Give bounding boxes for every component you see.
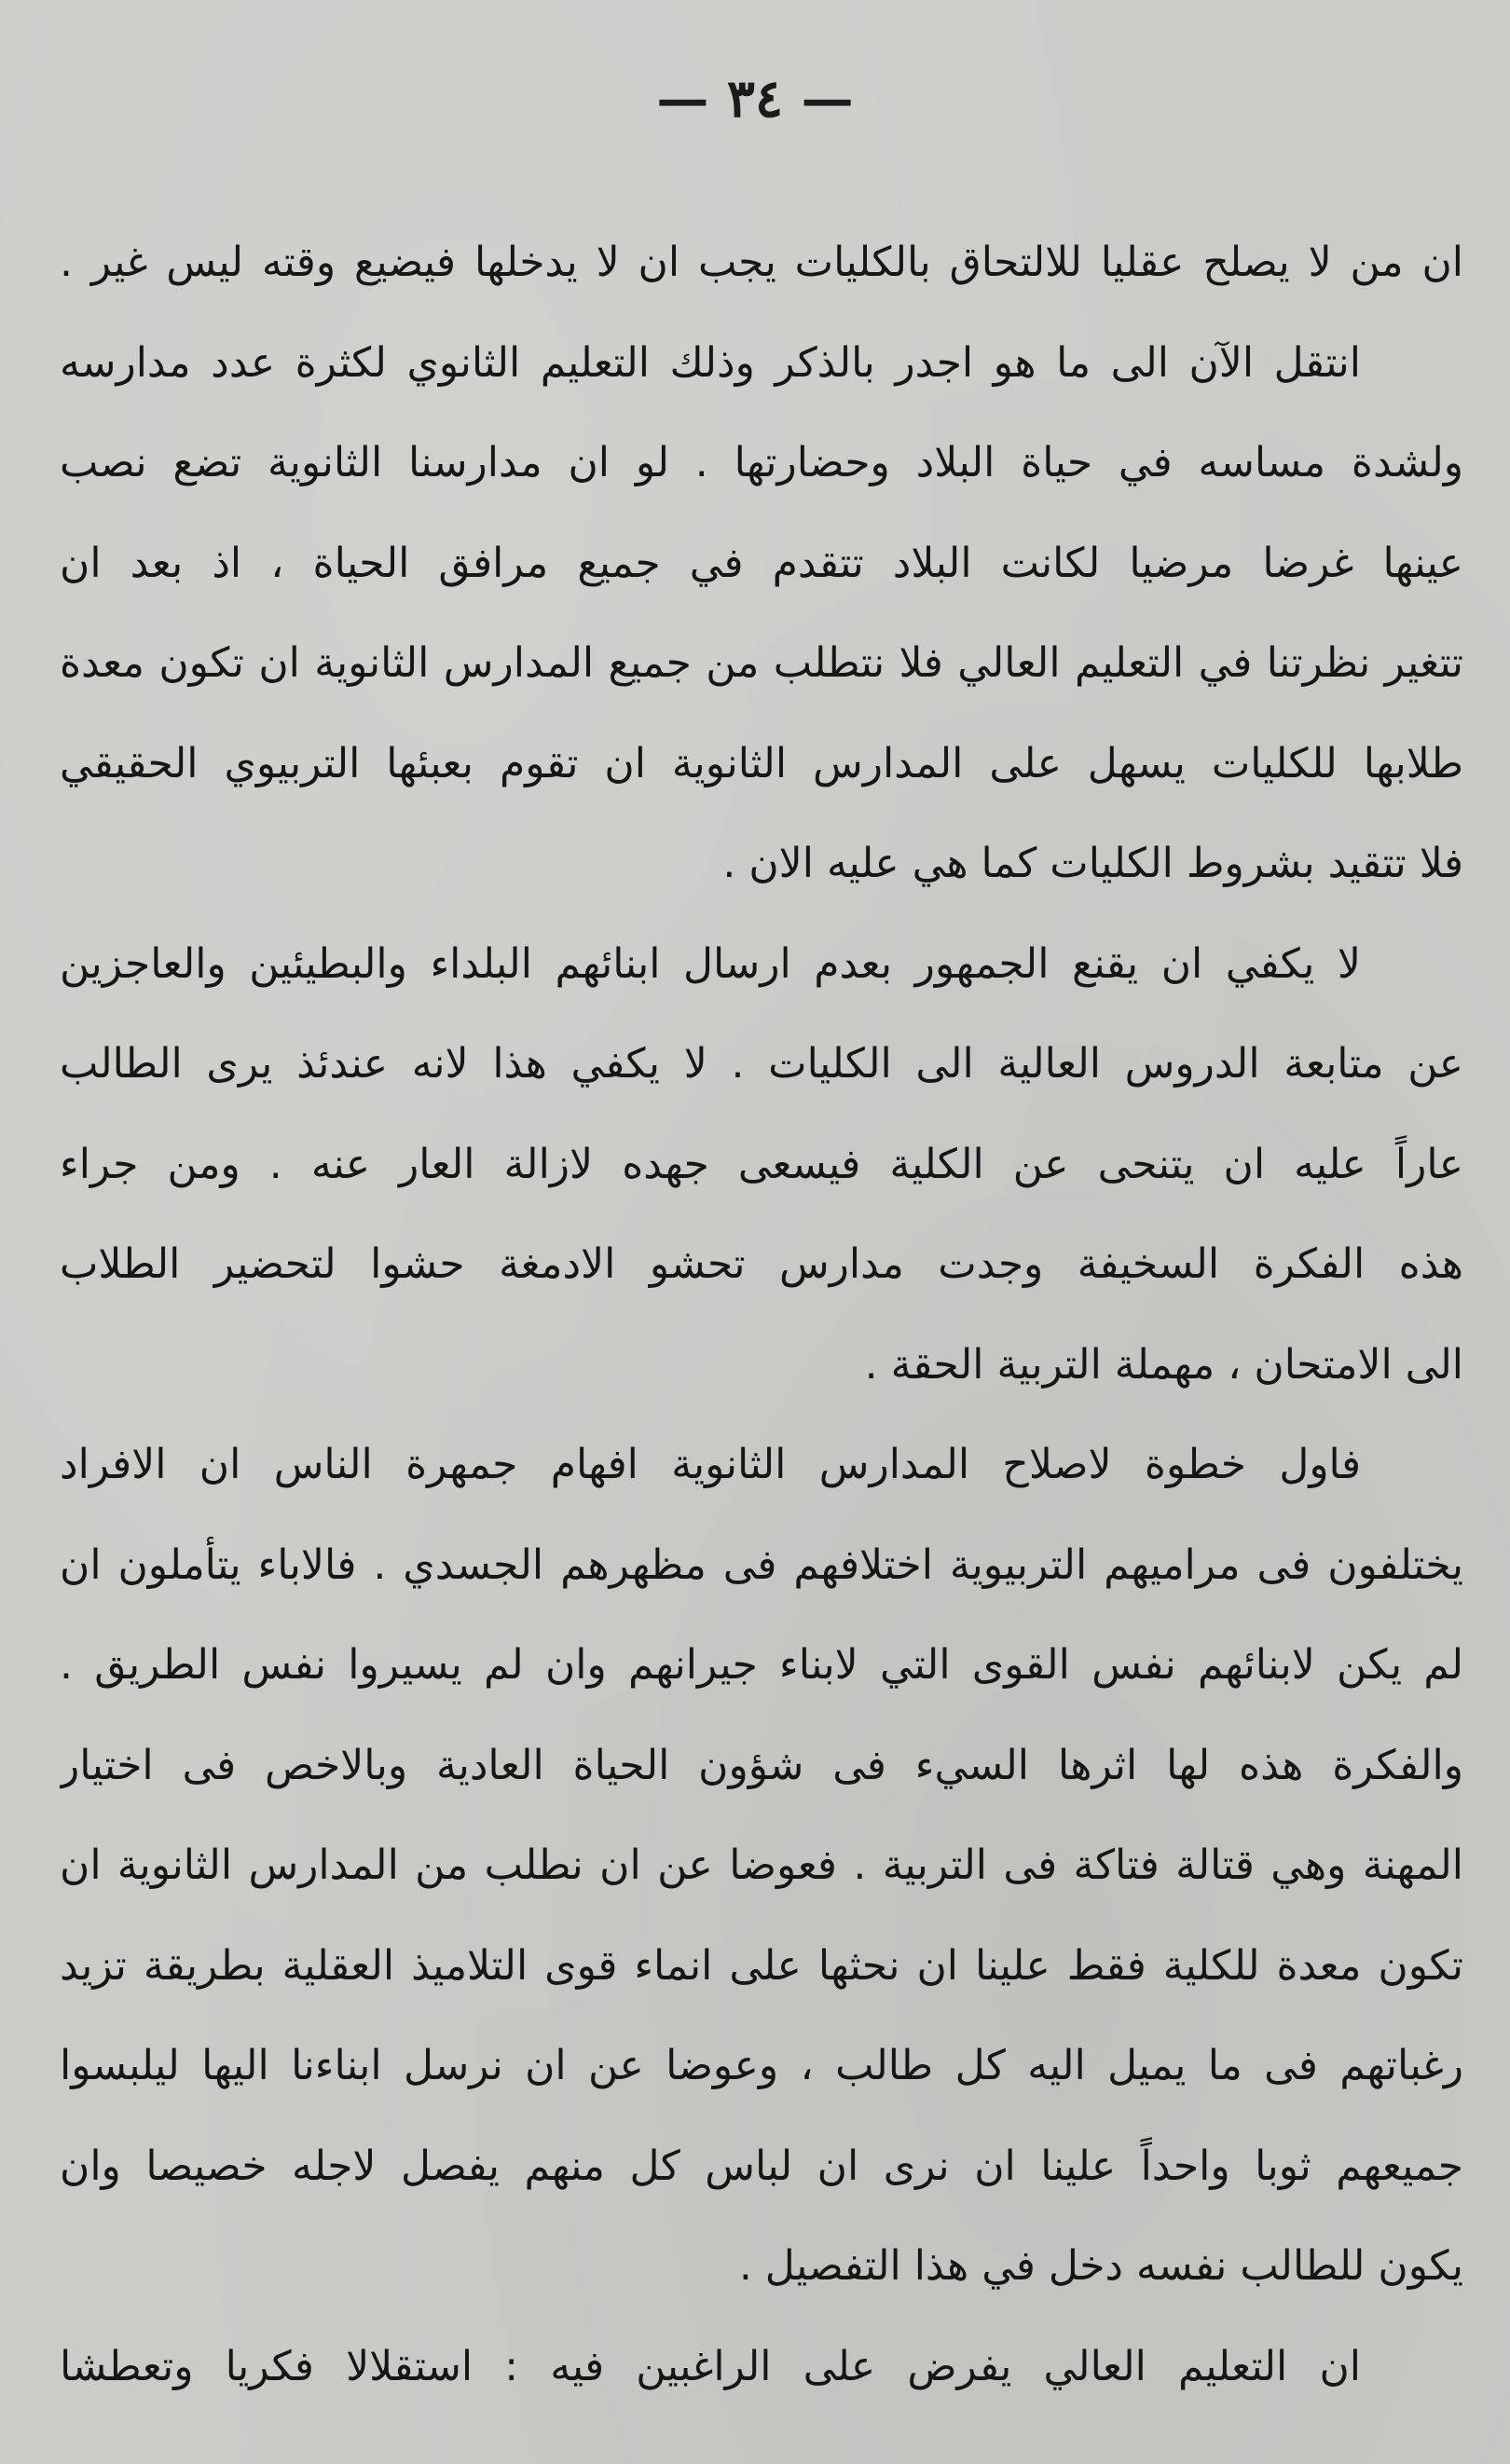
text-line: ان من لا يصلح عقليا للالتحاق بالكليات يجب ان لا يدخلها فيضيع وقته ليس غير . bbox=[60, 239, 1463, 286]
text-line: فلا تتقيد بشروط الكليات كما هي عليه الان . bbox=[722, 840, 1463, 887]
text-line: ولشدة مساسه في حياة البلاد وحضارتها . لو ان مدارسنا الثانوية تضع نصب bbox=[60, 439, 1463, 486]
text-line: طلابها للكليات يسهل على المدارس الثانوية ان تقوم بعبئها التربيوي الحقيقي bbox=[60, 739, 1463, 787]
text-line: تتغير نظرتنا في التعليم العالي فلا نتطلب من جميع المدارس الثانوية ان تكون معدة bbox=[60, 639, 1463, 687]
text-line: عاراً عليه ان يتنحى عن الكلية فيسعى جهده لازالة العار عنه . ومن جراء bbox=[60, 1140, 1463, 1188]
paragraph-3 bbox=[60, 1415, 1463, 2317]
text-line: ان التعليم العالي يفرض على الراغبين فيه : استقلالا فكريا وتعطشا bbox=[60, 2342, 1361, 2390]
text-line: المهنة وهي قتالة فتاكة فى التربية . فعوضا عن ان نطلب من المدارس الثانوية ان bbox=[60, 1841, 1463, 1889]
text-line: هذه الفكرة السخيفة وجدت مدارس تحشو الادمغة حشوا لتحضير الطلاب bbox=[60, 1240, 1463, 1288]
text-line: عن متابعة الدروس العالية الى الكليات . لا يكفي هذا لانه عندئذ يرى الطالب bbox=[60, 1040, 1463, 1088]
text-line: فاول خطوة لاصلاح المدارس الثانوية افهام جمهرة الناس ان الافراد bbox=[60, 1441, 1361, 1488]
text-line: الى الامتحان ، مهملة التربية الحقة . bbox=[864, 1340, 1463, 1389]
body-text bbox=[60, 212, 1463, 2416]
paragraph-2 bbox=[60, 914, 1463, 1416]
text-line: يكون للطالب نفسه دخل في هذا التفصيل . bbox=[738, 2242, 1463, 2290]
paragraph-4 bbox=[60, 2317, 1463, 2417]
text-line: عينها غرضا مرضيا لكانت البلاد تتقدم في جميع مرافق الحياة ، اذ بعد ان bbox=[60, 539, 1463, 587]
text-line: انتقل الآن الى ما هو اجدر بالذكر وذلك التعليم الثانوي لكثرة عدد مدارسه bbox=[60, 338, 1361, 387]
page-number: — ٣٤ — bbox=[656, 68, 854, 130]
paragraph-1 bbox=[60, 212, 1463, 914]
text-line: لم يكن لابنائهم نفس القوى التي لابناء جيرانهم وان لم يسيروا نفس الطريق . bbox=[60, 1641, 1463, 1689]
text-line: يختلفون فى مراميهم التربيوية اختلافهم فى مظهرهم الجسدي . فالاباء يتأملون ان bbox=[60, 1540, 1463, 1589]
text-line: رغباتهم فى ما يميل اليه كل طالب ، وعوضا عن ان نرسل ابناءنا اليها ليلبسوا bbox=[60, 2042, 1463, 2089]
text-line: لا يكفي ان يقنع الجمهور بعدم ارسال ابنائهم البلداء والبطيئين والعاجزين bbox=[60, 939, 1361, 988]
text-line: جميعهم ثوبا واحداً علينا ان نرى ان لباس كل منهم يفصل لاجله خصيصا وان bbox=[60, 2142, 1463, 2190]
text-line: والفكرة هذه لها اثرها السيء فى شؤون الحياة العادية وبالاخص فى اختيار bbox=[60, 1741, 1463, 1789]
text-line: تكون معدة للكلية فقط علينا ان نحثها على انماء قوى التلاميذ العقلية بطريقة تزيد bbox=[60, 1941, 1463, 1990]
